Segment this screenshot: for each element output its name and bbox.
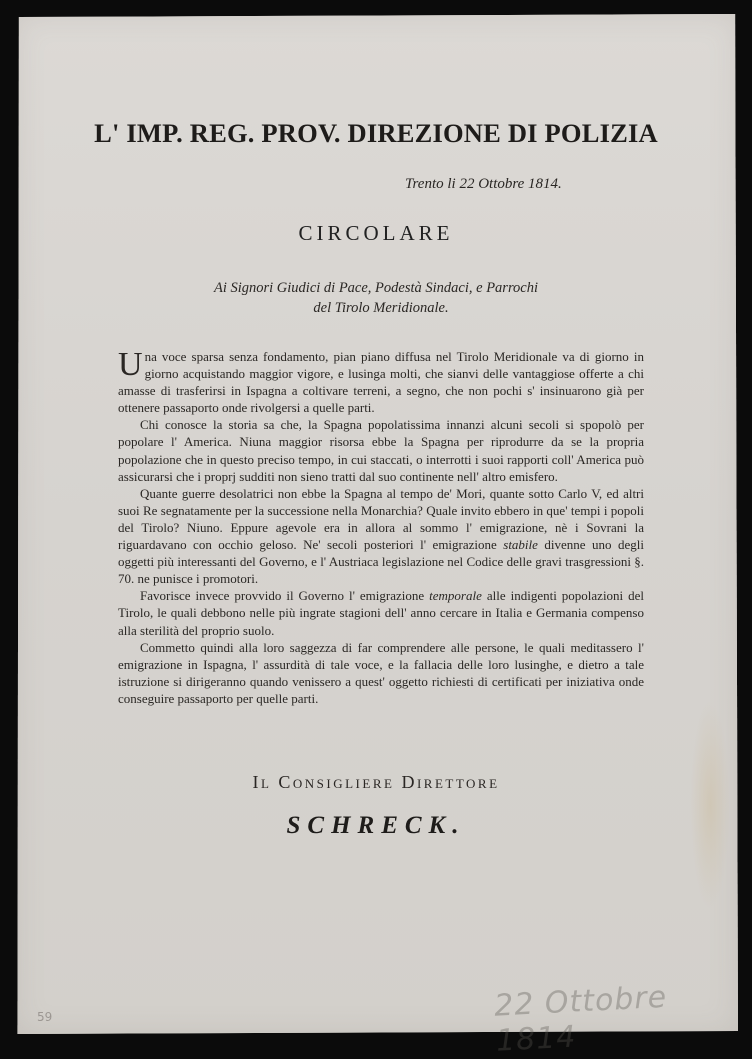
circular-body xyxy=(118,348,644,707)
document-date: Trento li 22 Ottobre 1814. xyxy=(405,176,562,192)
paragraph-3-text-a: Quante guerre desolatrici non ebbe la Spagna al tempo de' Mori, quante sotto Carlo V, ed altri suoi Re segnatamente per la successione nella Monarchia? Quale invito ebbero in que' tempi i popoli del Tirolo? Niuno. Eppure agevole era in allora al sommo l' emigrazione, nè i Sovrani la riguardavano con occhio geloso. Ne' secoli posteriori l' emigrazione xyxy=(118,485,644,553)
paragraph-2: Chi conosce la storia sa che, la Spagna popolatissima innanzi alcuni secoli si spopolò per popolare l' America. Niuna maggior risorsa ebbe la Spagna per riprodurre da se la propria popolazione che in questo preciso tempo, in cui staccati, o interrotti i suoi rapporti coll' America può assicurarsi che i proprj sudditi non sieno tratti dal suo continente nell' altro emisfero. xyxy=(118,417,644,484)
paragraph-3-text-b: divenne uno degli oggetti più interessanti del Governo, e l' Austriaca legislazione nel Codice delle gravi trasgressioni §. 70. ne punisce i promotori. xyxy=(118,537,644,587)
addressee-block xyxy=(0,278,752,318)
addressee-line-2: del Tirolo Meridionale. xyxy=(313,300,449,316)
addressee-line-1: Ai Signori Giudici di Pace, Podestà Sindaci, e Parrochi xyxy=(213,280,539,296)
paragraph-1-text: na voce sparsa senza fondamento, pian piano diffusa nel Tirolo Meridionale va di giorno in giorno acquistando maggior vigore, e lusinga molti, che sianvi delle vantaggiose offerte a chi amasse di trasferirsi in Ispagna a coltivare terreni, a segno, che non pochi s' insinuarono già per ottenere passaporto onde rivolgersi a quelle parti. xyxy=(118,349,644,416)
paragraph-3-emphasis: stabile xyxy=(503,537,538,553)
document-header-title: L' IMP. REG. PROV. DIREZIONE DI POLIZIA xyxy=(94,118,658,148)
signatory-title: Il Consigliere Direttore xyxy=(252,772,500,792)
drop-cap: U xyxy=(118,346,143,383)
circolare-heading: CIRCOLARE xyxy=(298,221,454,245)
paragraph-1 xyxy=(118,348,644,416)
corner-mark: 59 xyxy=(37,1010,53,1024)
paragraph-4-emphasis: temporale xyxy=(429,588,482,604)
paragraph-4-text-b: alle indigenti popolazioni del Tirolo, le quali debbono nelle più ingrate stagioni dell' anno cercare in Italia e Germania compenso alla sterilità del proprio suolo. xyxy=(118,588,645,638)
paper-stain xyxy=(690,700,730,910)
paragraph-4-text-a: Favorisce invece provvido il Governo l' emigrazione xyxy=(140,588,425,604)
signatory-name: SCHRECK. xyxy=(286,812,466,839)
paragraph-3 xyxy=(118,485,644,588)
paragraph-4 xyxy=(118,587,644,638)
paragraph-5: Commetto quindi alla loro saggezza di far comprendere alle persone, le quali meditassero l' emigrazione in Ispagna, l' assurdità di tale voce, e la fallacia delle loro lusinghe, e dietro a tale istruzione si dirigeranno quando venissero a quest' oggetto richiesti di certificati per iniziativa onde conseguire passaporto per quelle parti. xyxy=(118,639,644,706)
pencil-annotation: 22 Ottobre 1814 xyxy=(493,979,668,1059)
